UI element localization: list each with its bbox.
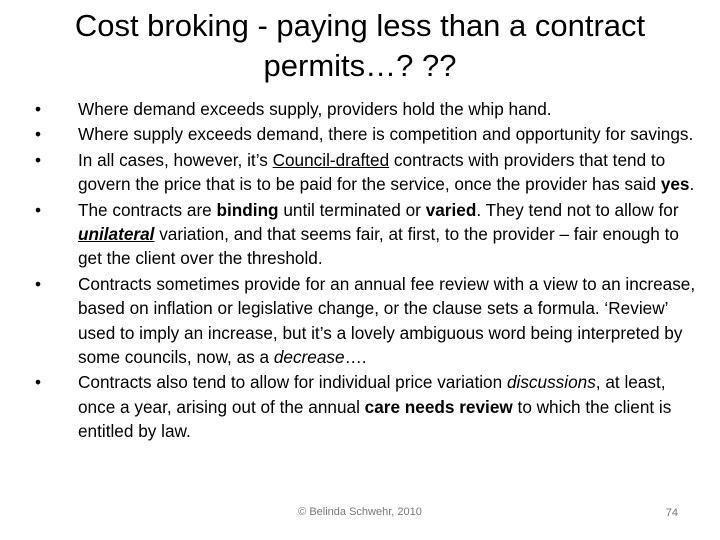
bullet-item	[28, 148, 700, 197]
underlined-text: Council-drafted	[272, 149, 390, 170]
italic-text: discussions	[506, 372, 596, 393]
bullet-icon: •	[34, 199, 42, 220]
title-line-1: Cost broking - paying less than a contract	[74, 8, 646, 43]
slide-title	[30, 6, 690, 86]
bullet-icon: •	[34, 124, 42, 145]
bullet-list	[28, 97, 700, 445]
bullet-icon: •	[34, 273, 42, 294]
bullet-icon: •	[34, 149, 42, 170]
bullet-text: Where supply exceeds demand, there is competition and opportunity for savings.	[78, 124, 694, 145]
bullet-text-part: to which the client is entitled by law.	[78, 396, 672, 442]
bullet-text-part: variation, and that seems fair, at first, to the provider – fair enough to get the client over the threshold.	[78, 224, 679, 269]
bold-text: yes	[660, 174, 690, 195]
bold-text: binding	[216, 199, 279, 220]
emphasis-text: unilateral	[78, 224, 155, 245]
bullet-text-part: until terminated or	[278, 199, 426, 220]
page-number: 74	[665, 507, 678, 519]
bullet-text-part: Contracts also tend to allow for individual price variation	[78, 372, 507, 393]
bullet-icon: •	[34, 372, 42, 393]
bullet-item	[28, 272, 700, 370]
bullet-text: Where demand exceeds supply, providers hold the whip hand.	[78, 99, 552, 119]
bullet-item	[28, 370, 700, 443]
title-line-2: permits…? ??	[263, 48, 457, 83]
italic-text: decrease	[273, 347, 345, 368]
bullet-text-part: The contracts are	[78, 199, 217, 220]
bullet-text-part: .	[689, 174, 695, 195]
bullet-text-part: In all cases, however, it’s	[78, 149, 273, 170]
bullet-text-part: , at least, once a year, arising out of the annual	[78, 372, 666, 417]
bullet-text-part: Contracts sometimes provide for an annual fee review with a view to an increase, based on inflation or legislative change, or the clause sets a formula. ‘Review’ used to imply an increase, but it’s a lovely ambiguous word being interpreted by some councils, now, as a	[78, 273, 696, 368]
bullet-item	[28, 97, 700, 121]
bullet-item	[28, 198, 700, 271]
bullet-icon: •	[34, 99, 42, 119]
bullet-item	[28, 122, 700, 146]
bold-text: varied	[425, 199, 477, 220]
bullet-text-part: contracts with providers that tend to govern the price that is to be paid for the service, once the provider has said	[78, 149, 666, 195]
footer-copyright: © Belinda Schwehr, 2010	[298, 506, 422, 518]
bold-text: care needs review	[364, 396, 513, 417]
bullet-text-part: ….	[344, 347, 367, 368]
bullet-text-part: . They tend not to allow for	[476, 199, 679, 220]
